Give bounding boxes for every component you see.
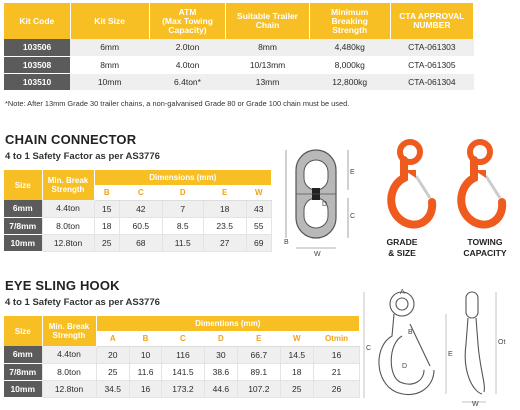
mbs-cell: 12.8ton <box>42 234 94 251</box>
header-kit-size: Kit Size <box>70 3 149 39</box>
header-cta-approval: CTA APPROVAL NUMBER <box>390 3 473 39</box>
table-row <box>4 380 360 397</box>
dim-cell: 16 <box>314 346 360 363</box>
dim-cell: 42 <box>119 200 162 217</box>
table-row <box>4 217 272 234</box>
dim-label: C <box>366 345 372 352</box>
dim-cell: 141.5 <box>162 363 204 380</box>
dim-cell: 23.5 <box>203 217 246 234</box>
size-cell: 10mm <box>4 234 42 251</box>
size-cell: 7/8mm <box>4 217 42 234</box>
header-dimensions: Dimentions (mm) <box>96 316 360 331</box>
dim-col-w: W <box>246 185 271 200</box>
table-row <box>4 56 474 73</box>
header-breaking-strength: Minimum Breaking Strength <box>309 3 390 39</box>
kit-size: 8mm <box>70 56 149 73</box>
header-atm: ATM (Max Towing Capacity) <box>149 3 226 39</box>
eye-sling-hook-title: EYE SLING HOOK <box>5 278 120 293</box>
dim-cell: 68 <box>119 234 162 251</box>
dim-label: E <box>448 351 453 358</box>
dim-cell: 38.6 <box>204 363 237 380</box>
dim-cell: 34.5 <box>96 380 129 397</box>
dim-cell: 25 <box>280 380 313 397</box>
kit-code: 103510 <box>4 73 70 90</box>
grade-size-label <box>380 237 424 259</box>
mbs-cell: 4.4ton <box>42 346 96 363</box>
dim-col-d: D <box>204 331 237 346</box>
dim-label: C <box>350 213 356 220</box>
kit-mbs: 4,480kg <box>309 39 390 56</box>
dim-cell: 16 <box>129 380 161 397</box>
grade-hook-image <box>382 138 438 234</box>
towing-hook-image <box>452 138 508 234</box>
sling-hook-side-icon <box>465 292 484 394</box>
dim-cell: 173.2 <box>162 380 204 397</box>
dim-cell: 26 <box>314 380 360 397</box>
dim-cell: 18 <box>94 217 119 234</box>
size-cell: 10mm <box>4 380 42 397</box>
dim-cell: 15 <box>94 200 119 217</box>
mbs-cell: 8.0ton <box>42 363 96 380</box>
header-dimensions: Dimensions (mm) <box>94 170 272 185</box>
table-row <box>4 39 474 56</box>
kit-chain: 10/13mm <box>226 56 309 73</box>
dim-col-d: D <box>162 185 203 200</box>
towing-capacity-label <box>456 237 514 259</box>
dim-label: E <box>350 169 355 176</box>
dim-label: A <box>400 289 405 296</box>
dim-cell: 66.7 <box>238 346 280 363</box>
dim-cell: 11.5 <box>162 234 203 251</box>
table-row <box>4 234 272 251</box>
table-row <box>4 200 272 217</box>
dim-cell: 89.1 <box>238 363 280 380</box>
size-cell: 6mm <box>4 346 42 363</box>
table-row <box>4 346 360 363</box>
kit-cta: CTA-061305 <box>390 56 473 73</box>
dim-cell: 20 <box>96 346 129 363</box>
dim-cell: 44.6 <box>204 380 237 397</box>
dim-cell: 25 <box>96 363 129 380</box>
kit-chain: 8mm <box>226 39 309 56</box>
dim-cell: 60.5 <box>119 217 162 234</box>
dim-label: W <box>472 401 479 408</box>
kit-cta: CTA-061303 <box>390 39 473 56</box>
dim-cell: 30 <box>204 346 237 363</box>
kit-size: 6mm <box>70 39 149 56</box>
dim-cell: 8.5 <box>162 217 203 234</box>
kit-code: 103508 <box>4 56 70 73</box>
hook-icon <box>461 142 502 225</box>
dim-cell: 11.6 <box>129 363 161 380</box>
chain-connector-table <box>4 170 272 252</box>
mbs-cell: 4.4ton <box>42 200 94 217</box>
kit-cta: CTA-061304 <box>390 73 473 90</box>
chain-connector-diagram <box>282 140 364 256</box>
eye-sling-hook-subtitle: 4 to 1 Safety Factor as per AS3776 <box>5 297 160 308</box>
dim-label: D <box>322 201 328 208</box>
dim-label: W <box>314 251 321 256</box>
dim-cell: 7 <box>162 200 203 217</box>
mbs-cell: 12.8ton <box>42 380 96 397</box>
towing-capacity-text: TOWING CAPACITY <box>463 237 507 258</box>
kit-size: 10mm <box>70 73 149 90</box>
dim-cell: 21 <box>314 363 360 380</box>
chain-connector-subtitle: 4 to 1 Safety Factor as per AS3776 <box>5 151 160 162</box>
eye-sling-hook-table <box>4 316 360 398</box>
sling-hook-icon <box>379 292 434 395</box>
header-size: Size <box>4 170 42 200</box>
kit-atm: 6.4ton* <box>149 73 226 90</box>
kit-mbs: 8,000kg <box>309 56 390 73</box>
header-min-break: Min. Break Strength <box>42 170 94 200</box>
grade-size-text: GRADE & SIZE <box>386 237 418 258</box>
kit-chain: 13mm <box>226 73 309 90</box>
footnote: *Note: After 13mm Grade 30 trailer chains, a non-galvanised Grade 80 or Grade 100 chain must be used. <box>5 99 350 108</box>
dim-col-c: C <box>119 185 162 200</box>
kit-atm: 2.0ton <box>149 39 226 56</box>
dim-cell: 43 <box>246 200 271 217</box>
dim-label: B <box>284 239 289 246</box>
dim-label: Ot <box>498 339 506 346</box>
dim-cell: 27 <box>203 234 246 251</box>
eye-sling-hook-diagram <box>362 284 518 408</box>
mbs-cell: 8.0ton <box>42 217 94 234</box>
dim-col-b: B <box>129 331 161 346</box>
size-cell: 6mm <box>4 200 42 217</box>
kit-code: 103506 <box>4 39 70 56</box>
dim-cell: 55 <box>246 217 271 234</box>
dim-label: B <box>408 329 413 336</box>
dim-col-a: A <box>96 331 129 346</box>
hook-icon <box>391 142 432 225</box>
header-trailer-chain: Suitable Trailer Chain <box>226 3 309 39</box>
kit-atm: 4.0ton <box>149 56 226 73</box>
dim-cell: 107.2 <box>238 380 280 397</box>
header-min-break: Min. Break Strength <box>42 316 96 346</box>
size-cell: 7/8mm <box>4 363 42 380</box>
table-row <box>4 363 360 380</box>
dim-col-e: E <box>203 185 246 200</box>
kit-mbs: 12,800kg <box>309 73 390 90</box>
connector-link-icon <box>296 150 336 238</box>
kit-table <box>4 3 474 91</box>
dim-col-c: C <box>162 331 204 346</box>
dim-col-e: E <box>238 331 280 346</box>
dim-col-b: B <box>94 185 119 200</box>
header-size: Size <box>4 316 42 346</box>
dim-col-otmin: Otmin <box>314 331 360 346</box>
dim-cell: 18 <box>280 363 313 380</box>
dim-cell: 116 <box>162 346 204 363</box>
dim-cell: 69 <box>246 234 271 251</box>
dim-cell: 10 <box>129 346 161 363</box>
dim-cell: 25 <box>94 234 119 251</box>
dim-label: D <box>402 363 408 370</box>
dim-cell: 18 <box>203 200 246 217</box>
chain-connector-title: CHAIN CONNECTOR <box>5 132 137 147</box>
dim-col-w: W <box>280 331 313 346</box>
dim-cell: 14.5 <box>280 346 313 363</box>
table-row <box>4 73 474 90</box>
header-kit-code: Kit Code <box>4 3 70 39</box>
